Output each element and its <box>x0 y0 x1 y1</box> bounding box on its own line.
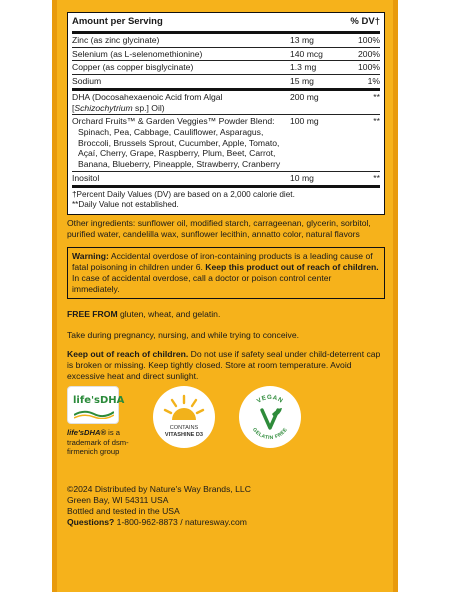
table-row <box>72 75 380 91</box>
footnote-dv: †Percent Daily Values (DV) are based on a 2,000 calorie diet. <box>72 189 295 199</box>
keep-out-label: Keep out of reach of children. <box>67 349 189 360</box>
supplement-facts-table <box>67 12 385 215</box>
vegan-leaf-icon <box>239 386 301 448</box>
vegan-bottom-text: GELATIN FREE <box>251 427 289 442</box>
other-ingredients: Other ingredients: sunflower oil, modified starch, carrageenan, glycerin, sorbitol, purified water, candelilla wax, sunflower lecithin, annatto color, natural flavors <box>67 218 371 239</box>
nutrient-dv: 200% <box>358 48 380 59</box>
lifesdha-note-bold: life'sDHA® <box>67 428 107 438</box>
lifesdha-logo-text: life'sDHA <box>73 395 125 407</box>
nutrient-dv: 1% <box>367 76 380 87</box>
nutrient-amount: 200 mg <box>290 91 319 102</box>
questions-line <box>67 517 383 528</box>
nutrient-name <box>72 116 290 170</box>
nutrient-name: Sodium <box>72 76 102 87</box>
storage-instructions <box>67 349 385 382</box>
nutrient-name: Inositol <box>72 172 100 183</box>
footnote-not-established: **Daily Value not established. <box>72 200 179 210</box>
nutrient-amount: 140 mcg <box>290 48 323 59</box>
nutrient-dv: ** <box>373 172 380 183</box>
amount-per-serving-heading: Amount per Serving <box>72 16 163 27</box>
blend-ingredients: Spinach, Pea, Cabbage, Cauliflower, Asparagus, Broccoli, Brussels Sprout, Cucumber, Apple, Tomato, Açaí, Cherry, Grape, Raspberry, Plum, Beet, Carrot, Banana, Blueberry, Pineapple, Strawberry, Cranberry <box>78 127 281 170</box>
nutrient-name: Selenium (as L-selenomethionine) <box>72 48 203 59</box>
free-from <box>67 309 383 320</box>
table-row <box>72 34 380 48</box>
table-row <box>72 48 380 62</box>
nutrient-amount: 15 mg <box>290 76 314 87</box>
address-line: Green Bay, WI 54311 USA <box>67 495 169 506</box>
blend-name: Orchard Fruits™ & Garden Veggies™ Powder Blend: <box>72 116 275 127</box>
nutrient-amount: 13 mg <box>290 34 314 45</box>
nutrient-name: Zinc (as zinc glycinate) <box>72 34 160 45</box>
facts-footnotes <box>72 188 380 211</box>
wave-icon <box>74 409 114 419</box>
copyright-line: ©2024 Distributed by Nature's Way Brands, LLC <box>67 484 251 495</box>
facts-header <box>72 13 380 34</box>
nutrient-name: Copper (as copper bisglycinate) <box>72 62 194 73</box>
vitashine-badge <box>153 386 215 448</box>
nutrient-dv: 100% <box>358 62 380 73</box>
nutrient-dv: 100% <box>358 34 380 45</box>
sun-icon <box>153 386 215 448</box>
nutrient-amount: 1.3 mg <box>290 62 317 73</box>
dha-species: Schizochytrium <box>74 102 133 113</box>
dha-bracket: [ <box>72 102 75 113</box>
vitashine-bottom-text: VITASHINE D3 <box>164 432 204 439</box>
nutrient-dv: ** <box>373 116 380 127</box>
nutrient-dv: ** <box>373 91 380 102</box>
dv-heading: % DV† <box>350 16 380 27</box>
bottled-line: Bottled and tested in the USA <box>67 506 180 517</box>
warning-text-end: In case of accidental overdose, call a doctor or poison control center immediately. <box>72 273 332 294</box>
free-from-label: FREE FROM <box>67 309 118 319</box>
warning-bold-text: Keep this product out of reach of children. <box>205 262 379 272</box>
lifesdha-logo <box>67 386 125 424</box>
dha-name-end: sp.] Oil) <box>132 102 165 113</box>
distribution-info <box>67 484 383 528</box>
vegan-top-text: VEGAN <box>255 394 285 406</box>
nutrient-amount: 100 mg <box>290 116 319 127</box>
nutrient-amount: 10 mg <box>290 172 314 183</box>
table-row-inositol <box>72 172 380 188</box>
badges-row <box>67 386 383 484</box>
nutrient-name <box>72 92 290 113</box>
pregnancy-note: Take during pregnancy, nursing, and while trying to conceive. <box>67 329 300 340</box>
questions-contact: 1-800-962-8873 / naturesway.com <box>114 517 247 528</box>
free-from-text: gluten, wheat, and gelatin. <box>117 309 221 319</box>
lifesdha-trademark-note <box>67 428 137 455</box>
dha-name: DHA (Docosahexaenoic Acid from Algal <box>72 91 223 102</box>
warning-box <box>67 247 385 299</box>
table-row-blend <box>72 115 380 172</box>
lifesdha-note-text: is a trademark of dsm-firmenich group <box>67 428 129 456</box>
vegan-badge <box>239 386 301 448</box>
keep-out-text: Do not use if safety seal under child-deterrent cap is broken or missing. Keep tightly closed. Store at room temperature. Avoid excessive heat and direct sunlight. <box>67 349 381 382</box>
svg-text:VEGAN <box>256 394 285 405</box>
label-panel <box>52 0 398 592</box>
table-row-dha <box>72 91 380 115</box>
warning-label: Warning: <box>72 251 109 261</box>
vitashine-top-text: CONTAINS <box>169 425 199 432</box>
table-row <box>72 61 380 75</box>
questions-label: Questions? <box>67 517 115 528</box>
warning-text: Accidental overdose of iron-containing products is a leading cause of fatal poisoning in children under 6. <box>72 251 373 272</box>
